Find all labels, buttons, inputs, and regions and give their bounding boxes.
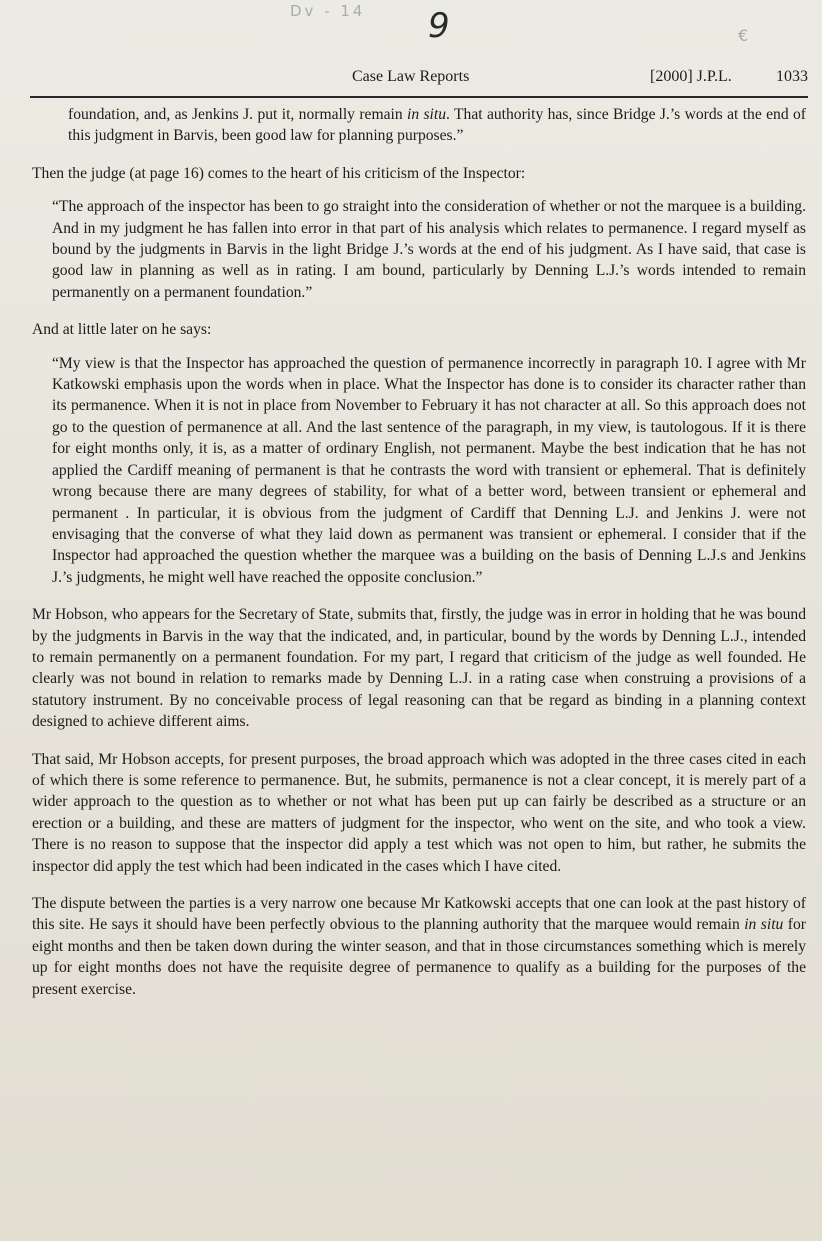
quoted-paragraph — [32, 353, 806, 588]
header-citation: [2000] J.P.L. — [650, 68, 732, 85]
corner-mark: € — [738, 26, 749, 45]
quoted-paragraph — [32, 196, 806, 303]
body-paragraph — [32, 749, 806, 877]
handwritten-page-number: 9 — [428, 6, 450, 46]
text-run: And at little later on he says: — [32, 321, 212, 339]
italic-run: in situ — [744, 916, 784, 934]
text-run: Then the judge (at page 16) comes to the heart of his criticism of the Inspector: — [32, 164, 526, 182]
text-run: foundation, and, as Jenkins J. put it, normally remain — [68, 106, 407, 123]
header-title: Case Law Reports — [352, 68, 470, 85]
running-header — [30, 66, 808, 98]
body-paragraph — [32, 604, 806, 732]
text-run: . That authority has, since Bridge J.’s words at the end of this judgment in Barvis, been good law for planning purposes.” — [68, 106, 806, 145]
body-paragraph — [32, 893, 806, 1000]
text-run: Mr Hobson, who appears for the Secretary of State, submits that, firstly, the judge was in error in holding that he was bound by the judgments in Barvis in the way that the indicated, and, in particular, bound by the words by Denning L.J., intended to remain permanently on a permanent foundation. For my part, I regard that criticism of the judge as well founded. He clearly was not bound in relation to remarks made by Denning L.J. in a rating case when construing a provisions of a statutory instrument. By no conceivable process of legal reasoning can that be regard as binding in a planning context designed to achieve different aims. — [32, 606, 806, 731]
handwritten-scribble: Dv - 14 — [290, 2, 366, 20]
text-run: “The approach of the inspector has been to go straight into the consideration of whether or not the marquee is a building. And in my judgment he has fallen into error in that part of his analysis which relates to permanence. I regard myself as bound by the judgments in Barvis in the light Bridge J.’s words at the end of his judgment. As I have said, that case is good law in planning as well as in rating. I am bound, particularly by Denning L.J.’s words intended to remain permanently on a permanent foundation.” — [52, 198, 806, 301]
judgment-text — [32, 104, 806, 1016]
text-run: for eight months and then be taken down during the winter season, and that in those circumstances something which is merely up for eight months does not have the requisite degree of permanence to qualify as a building for the purposes of the present exercise. — [32, 916, 806, 998]
quoted-paragraph — [32, 104, 806, 147]
header-page-number: 1033 — [776, 68, 808, 85]
body-paragraph — [32, 319, 806, 340]
text-run: “My view is that the Inspector has approached the question of permanence incorrectly in paragraph 10. I agree with Mr Katkowski emphasis upon the words when in place. What the Inspector has done is to consider its character rather than its permanence. When it is not in place from November to February it has not character at all. So this approach does not go to the question of permanence at all. And the last sentence of the paragraph, in my view, is tautologous. If it is there for eight months only, it is, as a matter of ordinary English, not permanent. Maybe the best indication that he has not applied the Cardiff meaning of permanent is that he contrasts the word with transient or ephemeral. That is definitely wrong because there are many degrees of stability, for what of a better word, between transient or ephemeral and permanent . In particular, it is obvious from the judgment of Cardiff that Denning L.J. and Jenkins J. were not envisaging that the converse of what they laid down as permanent was transient or ephemeral. I consider that if the Inspector had approached the question whether the marquee was a building on the basis of Denning L.J.s and Jenkins J.’s judgments, he might well have reached the opposite conclusion.” — [52, 354, 806, 586]
text-run: That said, Mr Hobson accepts, for present purposes, the broad approach which was adopted in the three cases cited in each of which there is some reference to permanence. But, he submits, permanence is not a clear concept, it is merely part of a wider approach to the question as to whether or not what has been put up can fairly be described as a structure or an erection or a building, and these are matters of judgment for the inspector, who went on the site, and who took a view. There is no reason to suppose that the inspector did apply a test which was not open to him, but rather, he submits the inspector did apply the test which had been indicated in the cases which I have cited. — [32, 750, 806, 875]
body-paragraph — [32, 163, 806, 184]
italic-run: in situ — [406, 106, 447, 123]
text-run: The dispute between the parties is a very narrow one because Mr Katkowski accepts that one can look at the past history of this site. He says it should have been perfectly obvious to the planning authority that the marquee would remain — [32, 895, 806, 934]
